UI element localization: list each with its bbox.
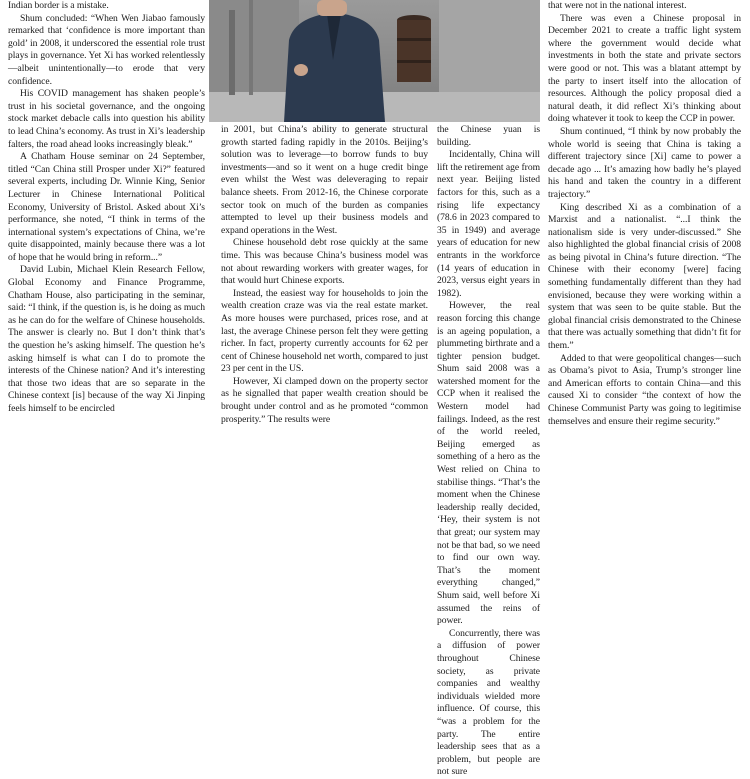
paragraph: King described Xi as a combination of a Marxist and a nationalist. “...I think the nationalism side is very under-discussed.” She also highlighted the global financial crisis of 2008 as being pivotal in China’s future direction. “The Chinese with their economy [were] facing something fundamentally different than they had envisioned, because they were working within a system that was seen to be quite stable. But the global financial crisis demonstrated to the Chinese that there was actually something that didn’t fit for them.” — [548, 201, 741, 352]
article-column-2 — [221, 124, 428, 426]
photo-xi-jinping-illustration — [209, 0, 540, 122]
paragraph: that were not in the national interest. — [548, 0, 687, 11]
paragraph: Shum continued, “I think by now probably the whole world is seeing that China is taking a different trajectory since [Xi] came to power a decade ago ... It’s amazing how badly he’s played his hand and taken the country in a different trajectory.” — [548, 125, 741, 200]
paragraph: Concurrently, there was a diffusion of power throughout Chinese society, as private companies and wealthy individuals wielded more influence. Of course, this “was a problem for the party. The entire leadership sees that as a problem, but people are not sure — [437, 627, 540, 778]
paragraph: However, Xi clamped down on the property sector as he signalled that paper wealth creation should be brought under control and as he promoted “common prosperity.” The results were — [221, 375, 428, 425]
article-column-1 — [8, 0, 205, 416]
paragraph: Instead, the easiest way for households to join the wealth creation craze was via the real estate market. As more houses were purchased, prices rose, and at last, the average Chinese person felt they were getting richer. In fact, property currently accounts for 62 per cent of Chinese household net worth, compared to just 23 per cent in the US. — [221, 287, 428, 375]
article-column-4 — [548, 0, 741, 428]
paragraph: There was even a Chinese proposal in December 2021 to create a traffic light system where the government would decide what investments in both the state and private sectors were good or not. This was a blatant attempt by the party to insert itself into the allocation of resources. Although the policy proposal died a natural death, it did reflect Xi’s thinking about doing whatever it took to keep the CCP in power. — [548, 12, 741, 125]
article-column-3 — [437, 124, 540, 779]
paragraph: Shum concluded: “When Wen Jiabao famously remarked that ‘confidence is more important than gold’ in 2008, it underscored the essential role trust plays in governance. Yet Xi has worked relentlessly—albeit unintentionally—to erode that very confidence. — [8, 12, 205, 87]
paragraph: Added to that were geopolitical changes—such as Obama’s pivot to Asia, Trump’s stronger line and American efforts to contain China—and this caused Xi to consider “the context of how the Chinese Communist Party was going to legitimise themselves and ensure their regime security.” — [548, 352, 741, 427]
paragraph: David Lubin, Michael Klein Research Fellow, Global Economy and Finance Programme, Chatham House, also participating in the seminar, said: “I think, if the question is, is he doing as much as he can do for the welfare of Chinese households. The answer is clearly no. But I don’t think that’s the question he’s asking himself. The question he’s asking himself is what can I do to promote the interests of the Chinese nation? And it’s interesting that those two ideas that are so separate in the Chinese context [is] because of the way Xi Jinping feels himself to be encircled — [8, 264, 205, 414]
paragraph: Indian border is a mistake. — [8, 0, 109, 11]
paragraph: However, the real reason forcing this change is an ageing population, a plummeting birthrate and a tighter pension budget. Shum said 2008 was a watershed moment for the CCP when it realised the Western model had failings. Indeed, as the rest of the world reeled, Beijing emerged as something of a hero as the West relied on China to stabilise things. “That’s the moment when the Chinese leadership really decided, ‘Hey, their system is not that great; our system may not be that bad, so we need to find our own way. That’s the moment everything changed,” Shum said, well before Xi assumed the reins of power. — [437, 300, 540, 627]
paragraph: Incidentally, China will lift the retirement age from next year. Beijing listed factors for this, such as a rising life expectancy (78.6 in 2023 compared to 35 in 1949) and average years of education for new entrants in the workforce (14 years of education in 2023, versus eight years in 1982). — [437, 149, 540, 299]
paragraph: His COVID management has shaken people’s trust in his societal governance, and the ongoing stock market debacle calls into question his ability to lead China’s economy. As trust in Xi’s leadership falters, the road ahead looks increasingly bleak.” — [8, 88, 205, 150]
paragraph: in 2001, but China’s ability to generate structural growth started fading rapidly in the 2010s. Beijing’s solution was to leverage—to borrow funds to buy investments—and so it went on a huge credit binge even whilst the West was deleveraging to repair balance sheets. From 2012-16, the Chinese corporate sector took on much of the burden as companies attempted to level up their business models and expand operations in the West. — [221, 124, 428, 236]
paragraph: Chinese household debt rose quickly at the same time. This was because China’s business model was not about rewarding workers with greater wages, for that would hurt Chinese exports. — [221, 237, 428, 287]
article-photo — [209, 0, 540, 122]
paragraph: the Chinese yuan is building. — [437, 124, 540, 148]
paragraph: A Chatham House seminar on 24 September, titled “Can China still Prosper under Xi?” featured several experts, including Dr. Winnie King, Senior Lecturer in Chinese International Political Economy, University of Bristol. Asked about Xi’s performance, she noted, “I think in terms of the international system’s expectations of China, we’re quite disappointed, mainly because there was a lot of hope that he would bring in reform...” — [8, 151, 205, 263]
